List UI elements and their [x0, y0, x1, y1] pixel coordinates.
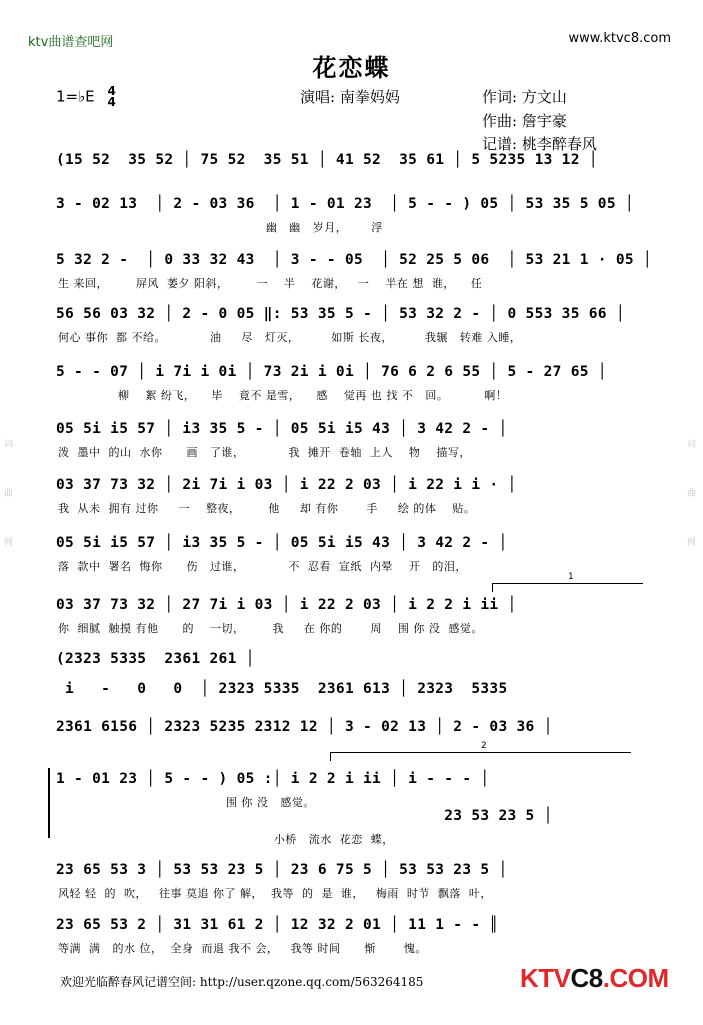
- notation-row: 03 37 73 32 │ 2i 7i i 03 │ i 22 2 03 │ i 22 i i · │: [56, 477, 517, 493]
- lyric-row: 小桥 流水 花恋 蝶，: [58, 833, 394, 846]
- lyric-row: 风轻 轻 的 吹， 往事 莫追 你了 解， 我等 的 是 谁， 梅雨 时节 飘落 叶，: [58, 887, 492, 900]
- volta-2: 2: [330, 752, 631, 761]
- composer: 作曲: 詹宇豪: [482, 112, 567, 130]
- lyric-row: [58, 175, 648, 193]
- notation-row: i - 0 0 │ 2323 5335 2361 613 │ 2323 5335: [56, 681, 508, 697]
- lyric-row: 柳 絮 纷飞， 毕 竟不 是雪， 感 觉再 也 找 不 回。 啊！: [58, 389, 508, 402]
- lyric-row: 何心 事你 都 不给。 油 尽 灯灭， 如斯 长夜， 我辗 转难 入睡，: [58, 331, 522, 344]
- notation-row: 05 5i i5 57 │ i3 35 5 - │ 05 5i i5 43 │ 3 42 2 - │: [56, 421, 508, 437]
- notation-row: 1 - 01 23 │ 5 - - ) 05 :│ i 2 2 i ii │ i - - - │: [56, 771, 490, 787]
- lyric-row: 等满 满 的水 位， 全身 而退 我不 会， 我等 时间 惭 愧。: [58, 942, 427, 955]
- lyric-row: 生 来回， 屏风 萎夕 阳斜， 一 半 花谢， 一 半在 想 谁， 任: [58, 277, 483, 290]
- notation-row: 5 - - 07 │ i 7i i 0i │ 73 2i i 0i │ 76 6 2 6 55 │ 5 - 27 65 │: [56, 364, 607, 380]
- site-url-right[interactable]: www.ktvc8.com: [568, 31, 671, 46]
- time-top: 4: [107, 84, 116, 98]
- notation-row: 03 37 73 32 │ 27 7i i 03 │ i 22 2 03 │ i 2 2 i ii │: [56, 597, 517, 613]
- lyric-row: 你 细腻 触摸 有他 的 一切， 我 在 你的 周 围 你 没 感觉。: [58, 622, 483, 635]
- lyric-row: 幽 幽 岁月， 浮: [58, 221, 383, 234]
- watermark-left: [1, 0, 19, 1025]
- key-label: 1=♭E: [56, 87, 95, 106]
- lyric-row: 落 款中 署名 悔你 伤 过谁， 不 忍看 宣纸 内晕 开 的泪，: [58, 560, 467, 573]
- watermark-right: [684, 0, 702, 1025]
- lyric-row: 泼 墨中 的山 水你 画 了谁， 我 摊开 卷轴 上人 物 描写，: [58, 446, 471, 459]
- watermark-char: 词曲网: [2, 439, 12, 586]
- lyricist: 作词: 方文山: [482, 88, 567, 106]
- transcriber: 记谱: 桃李醉春风: [482, 135, 597, 153]
- volta-1: 1: [492, 583, 643, 592]
- notation-row: 2361 6156 │ 2323 5235 2312 12 │ 3 - 02 13 │ 2 - 03 36 │: [56, 719, 553, 735]
- notation-row: 23 65 53 2 │ 31 31 61 2 │ 12 32 2 01 │ 11 1 - - ║: [56, 917, 499, 933]
- notation-row: 23 53 23 5 │: [56, 808, 553, 824]
- notation-row: 56 56 03 32 │ 2 - 0 05 ‖: 53 35 5 - │ 53 32 2 - │ 0 553 35 66 │: [56, 306, 625, 322]
- notation-row: 5 32 2 - │ 0 33 32 43 │ 3 - - 05 │ 52 25 5 06 │ 53 21 1 · 05 │: [56, 252, 652, 268]
- notation-row: 05 5i i5 57 │ i3 35 5 - │ 05 5i i5 43 │ 3 42 2 - │: [56, 535, 508, 551]
- key-signature: [56, 86, 116, 108]
- ktvc8-logo: KTVC8.COM: [520, 963, 669, 993]
- lyric-row: 我 从未 拥有 过你 一 整夜， 他 却 有你 手 绘 的体 贴。: [58, 502, 476, 515]
- notation-row: 23 65 53 3 │ 53 53 23 5 │ 23 6 75 5 │ 53 53 23 5 │: [56, 862, 508, 878]
- footer-text[interactable]: 欢迎光临醉春风记谱空间: http://user.qzone.qq.com/563264185: [60, 975, 424, 989]
- site-name-left[interactable]: ktv曲谱查吧网: [28, 35, 114, 50]
- repeat-bar: [48, 768, 50, 838]
- watermark-char: 词曲网: [685, 439, 695, 586]
- notation-row: 3 - 02 13 │ 2 - 03 36 │ 1 - 01 23 │ 5 - - ) 05 │ 53 35 5 05 │: [56, 196, 634, 212]
- song-title: 花恋蝶: [312, 54, 391, 82]
- lyric-row: 围 你 没 感觉。: [58, 796, 315, 809]
- notation-row: (15 52 35 52 │ 75 52 35 51 │ 41 52 35 61 │ 5 5235 13 12 │: [56, 152, 598, 168]
- notation-row: (2323 5335 2361 261 │: [56, 651, 255, 667]
- singer: 演唱: 南拳妈妈: [300, 88, 400, 106]
- time-bottom: 4: [107, 95, 116, 109]
- time-signature: [107, 86, 115, 108]
